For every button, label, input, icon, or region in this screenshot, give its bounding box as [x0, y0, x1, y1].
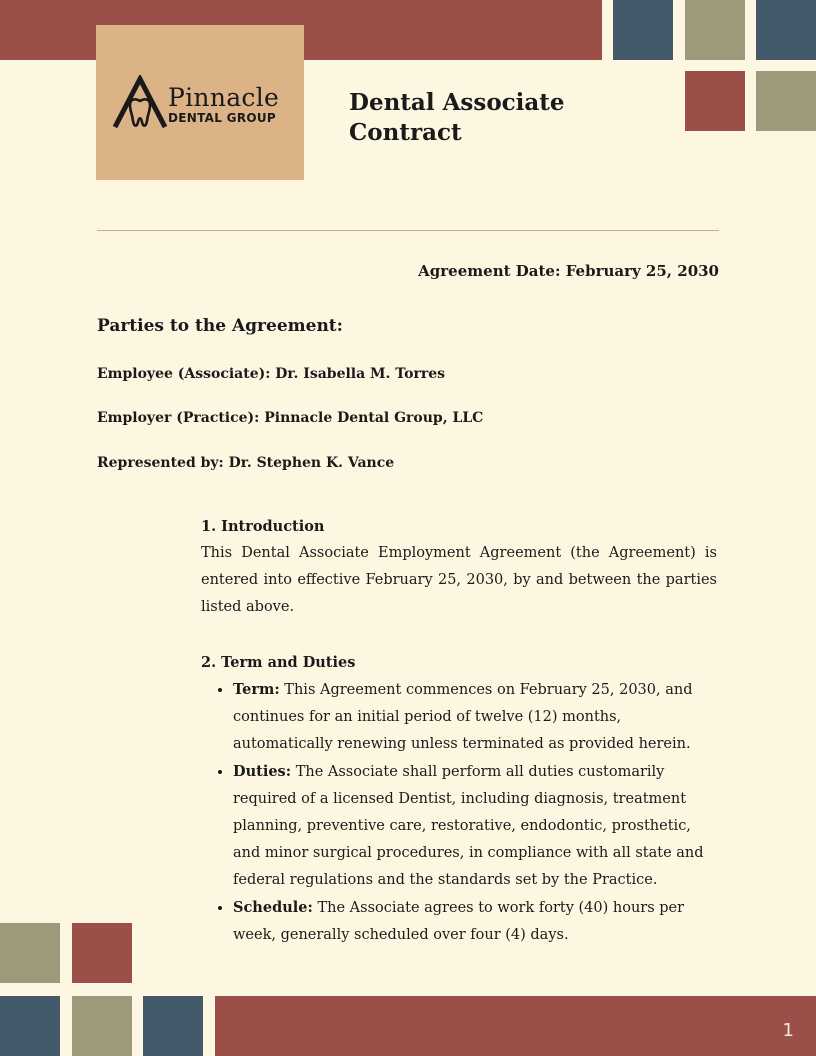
- decor-square: [685, 0, 745, 60]
- employer-line: Employer (Practice): Pinnacle Dental Group, LLC: [97, 410, 484, 426]
- item-label: Term:: [233, 681, 280, 698]
- section-title: 2. Term and Duties: [201, 654, 356, 671]
- decor-square: [0, 996, 60, 1056]
- item-label: Schedule:: [233, 899, 313, 916]
- section-title: 1. Introduction: [201, 518, 325, 535]
- decor-square: [72, 996, 132, 1056]
- list-item: [233, 894, 717, 949]
- item-text: This Agreement commences on February 25, 2030, and continues for an initial period of twelve (12) months, automatically renewing unless terminated as provided herein.: [233, 682, 693, 752]
- item-label: Duties:: [233, 763, 292, 780]
- represented-by-line: Represented by: Dr. Stephen K. Vance: [97, 455, 395, 471]
- parties-heading: Parties to the Agreement:: [97, 316, 343, 336]
- decor-square: [756, 0, 816, 60]
- section-text: This Dental Associate Employment Agreement (the Agreement) is entered into effective February 25, 2030, by and between the parties listed above.: [201, 545, 717, 615]
- logo: [96, 25, 304, 180]
- decor-square: [685, 71, 745, 131]
- decor-square: [143, 996, 203, 1056]
- decor-square: [72, 923, 132, 983]
- decor-square: [0, 923, 60, 983]
- item-text: The Associate shall perform all duties customarily required of a licensed Dentist, including diagnosis, treatment planning, preventive care, restorative, endodontic, prosthetic, and minor surgical procedures, in compliance with all state and federal regulations and the standards set by the Practice.: [233, 764, 704, 888]
- list-item: [233, 758, 717, 894]
- logo-name: Pinnacle: [168, 83, 280, 112]
- agreement-date: Agreement Date: February 25, 2030: [418, 262, 719, 280]
- decor-square: [756, 71, 816, 131]
- logo-subtitle: DENTAL GROUP: [168, 111, 276, 125]
- section-term-duties: [201, 649, 717, 949]
- document-title: Dental Associate Contract: [349, 89, 565, 146]
- item-text: The Associate agrees to work forty (40) hours per week, generally scheduled over four (4) days.: [233, 900, 685, 943]
- page-number: 1: [782, 1020, 794, 1041]
- divider: [97, 230, 719, 231]
- decor-square: [613, 0, 673, 60]
- bullet-list: [201, 676, 717, 949]
- list-item: [233, 676, 717, 758]
- section-introduction: [201, 513, 717, 621]
- mountain-tooth-icon: [113, 75, 167, 131]
- footer-band: [215, 996, 816, 1056]
- employee-line: Employee (Associate): Dr. Isabella M. Torres: [97, 366, 445, 382]
